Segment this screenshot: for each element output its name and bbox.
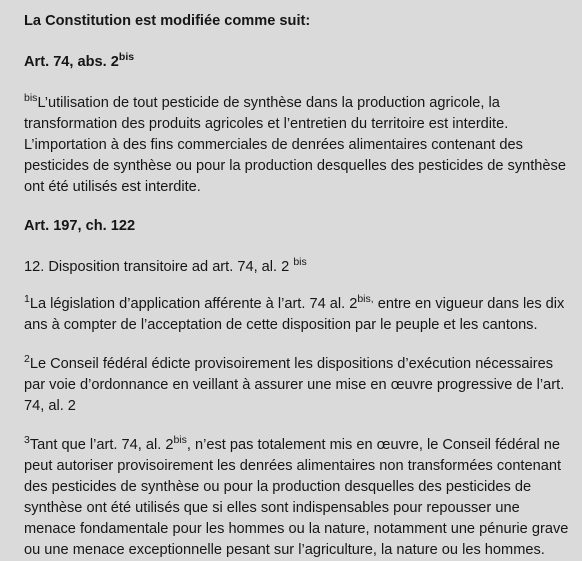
paragraph-text: Le Conseil fédéral édicte provisoirement les dispositions d’exécution nécessaires par voie d’ordonnance en veillant à assurer une mise en œuvre progressive de l’art. 74, al. 2 (24, 356, 565, 414)
paragraph-text-continued: entre en vigueur dans les dix ans à compter de l’acceptation de cette disposition par le peuple et les cantons. (24, 296, 565, 333)
paragraph-reference-superscript: bis (173, 434, 187, 446)
article-197-heading (24, 216, 570, 237)
article-74-heading-superscript: bis (118, 51, 135, 63)
intro-heading (24, 11, 570, 32)
paragraph-number: 3 (24, 434, 30, 446)
paragraph-reference-superscript: bis, (357, 293, 374, 305)
transitional-paragraph-3 (24, 435, 570, 561)
article-197-heading-text: Art. 197, ch. 122 (24, 218, 136, 234)
intro-text: La Constitution est modifiée comme suit: (24, 13, 311, 29)
transitional-paragraph-2 (24, 354, 570, 417)
transitional-provision-title (24, 257, 570, 278)
paragraph-text: Tant que l’art. 74, al. 2 (29, 437, 174, 453)
paragraph-number: 1 (24, 293, 30, 305)
article-74-heading (24, 52, 570, 73)
transitional-provision-title-text: 12. Disposition transitoire ad art. 74, al. 2 (24, 259, 290, 275)
article-74-paragraph-number: bis (24, 92, 38, 104)
paragraph-text: La législation d’application afférente à l’art. 74 al. 2 (29, 296, 358, 312)
article-74-paragraph (24, 93, 570, 198)
article-74-paragraph-text: L’utilisation de tout pesticide de synthèse dans la production agricole, la transformation des produits agricoles et l’entretien du territoire est interdite. L’importation à des fins commerciales de denrées alimentaires contenant des pesticides de synthèse ou pour la production desquelles des pesticides de synthèse ont été utilisés est interdite. (24, 95, 566, 195)
transitional-paragraph-1 (24, 294, 570, 336)
paragraph-number: 2 (24, 353, 30, 365)
article-74-heading-text: Art. 74, abs. 2 (24, 54, 119, 70)
transitional-provision-title-superscript: bis (293, 256, 307, 268)
paragraph-text-continued: , n’est pas totalement mis en œuvre, le Conseil fédéral ne peut autoriser provisoirement les denrées alimentaires non transformées contenant des pesticides de synthèse ou pour la production desquelles des pesticides de synthèse ont été utilisés que si elles sont indispensables pour repousser une menace fondamentale pour les hommes ou la nature, notamment une pénurie grave ou une menace exceptionnelle pesant sur l’agriculture, la nature ou les hommes. (24, 437, 569, 558)
